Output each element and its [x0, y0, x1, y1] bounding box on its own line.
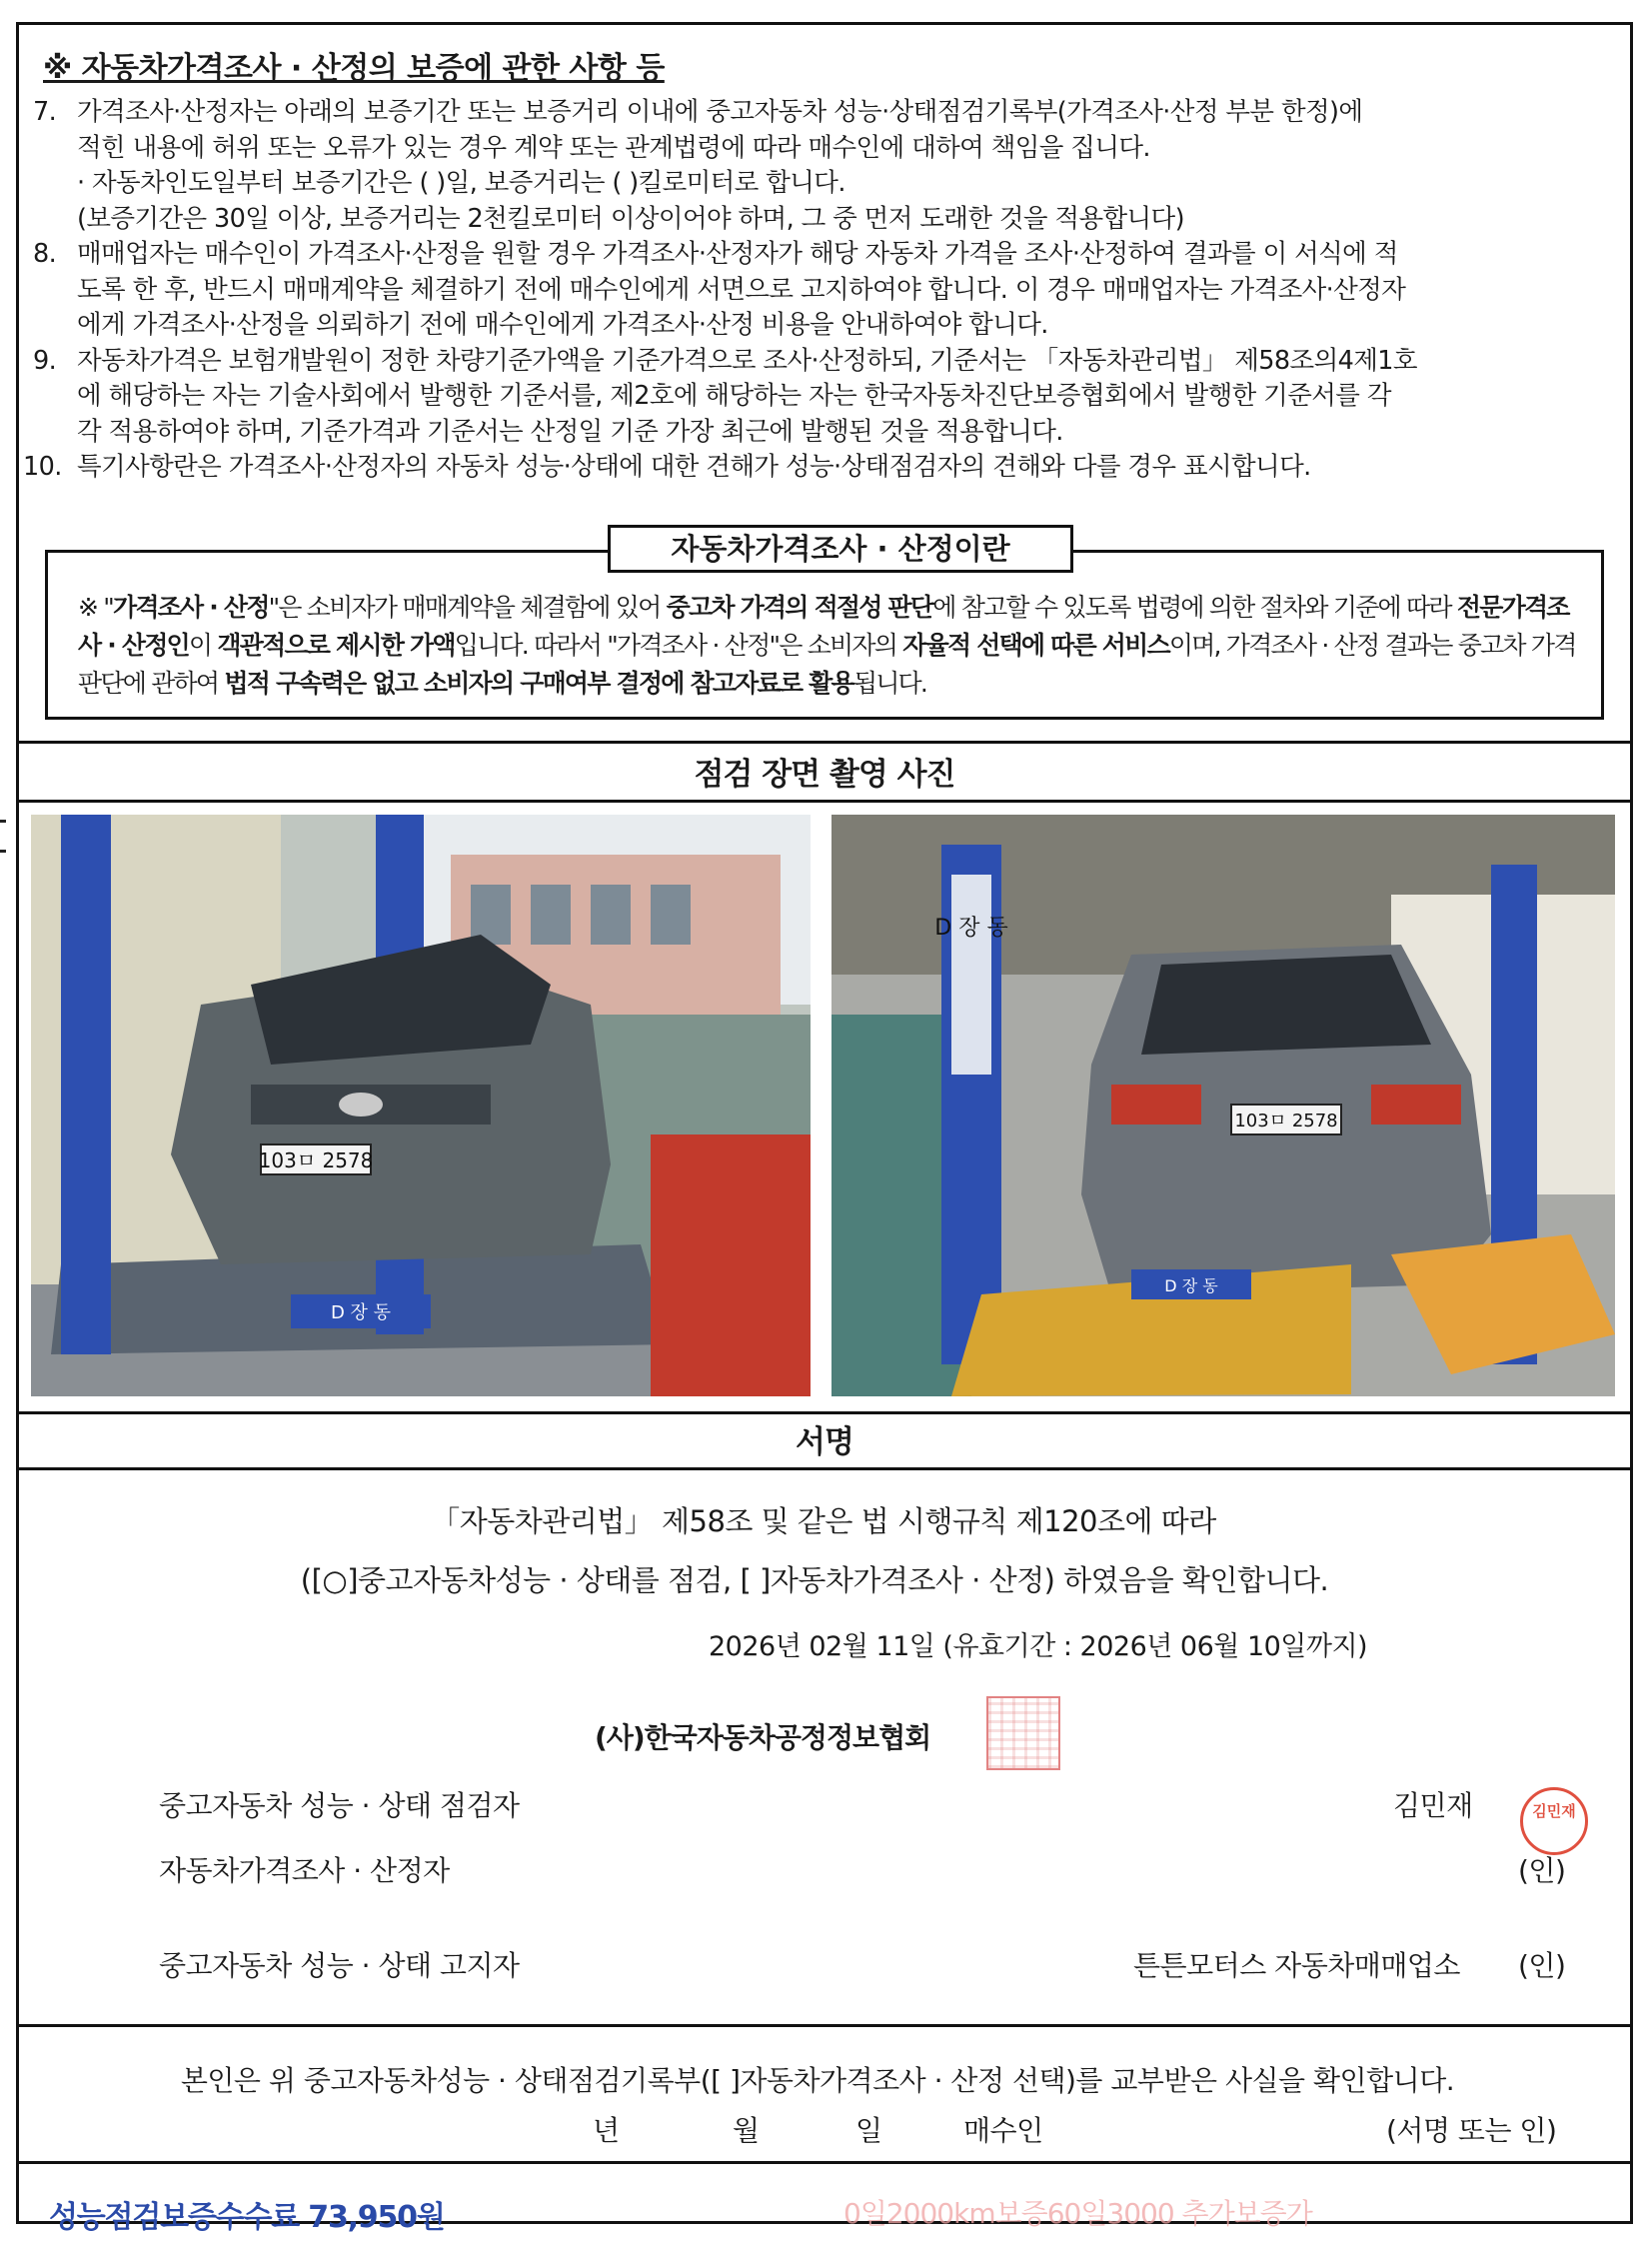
item-line: 도록 한 후, 반드시 매매계약을 체결하기 전에 매수인에게 서면으로 고지하여야 합니다. 이 경우 매매업자는 가격조사·산정자 [77, 274, 1406, 305]
appraiser-label: 자동차가격조사 · 산정자 [159, 1854, 450, 1887]
warranty-item-10 [19, 450, 1618, 486]
receipt-month: 월 [733, 2114, 760, 2147]
confirm-line: ([○]중고자동차성능 · 상태를 점검, [ ]자동차가격조사 · 산정) 하였음을 확인합니다. [300, 1563, 1329, 1597]
appraiser-seal-mark: (인) [1518, 1854, 1566, 1887]
def-text-part: 에 참고할 수 있도록 법령에 의한 절차와 기준에 따라 [932, 593, 1457, 622]
def-bold-part: 법적 구속력은 없고 소비자의 구매여부 결정에 참고자료로 활용 [224, 669, 853, 698]
def-text-part: 이 [188, 631, 218, 660]
signature-title: 서명 [796, 1424, 853, 1460]
section-divider [19, 1467, 1630, 1470]
item-number: 7. [33, 97, 57, 127]
association-seal [986, 1696, 1060, 1770]
warranty-item-9 [19, 344, 1618, 451]
def-bold-part: 전문가격조사 · 산정인 [78, 593, 1569, 660]
warranty-items [19, 95, 1618, 486]
def-text-part: 됩니다. [852, 669, 927, 698]
inspector-label: 중고자동차 성능 · 상태 점검자 [159, 1789, 520, 1822]
receipt-year: 년 [593, 2114, 620, 2147]
pillar-label: D 장 동 [934, 916, 1008, 941]
receipt-sign: (서명 또는 인) [1386, 2114, 1557, 2147]
def-text-part: 이며, 가격조사 · 산정 결과는 중고차 가격판단에 관하여 [78, 631, 1576, 698]
date-line: 2026년 02월 11일 (유효기간 : 2026년 06월 10일까지) [709, 1631, 1368, 1662]
association-name: (사)한국자동차공정정보협회 [595, 1721, 931, 1754]
bay-label: D 장 동 [330, 1302, 392, 1323]
def-text-part: 입니다. 따라서 "가격조사 · 산정"은 소비자의 [454, 631, 903, 660]
notifier-label: 중고자동차 성능 · 상태 고지자 [159, 1949, 520, 1982]
item-number: 8. [33, 239, 57, 269]
item-line: 특기사항란은 가격조사·산정자의 자동차 성능·상태에 대한 견해가 성능·상태점검자의 견해와 다를 경우 표시합니다. [77, 452, 1311, 482]
binding-mark [0, 850, 6, 853]
section-divider [19, 2024, 1630, 2027]
license-plate-rear: 103ㅁ 2578 [1234, 1111, 1338, 1131]
item-line: · 자동차인도일부터 보증기간은 ( )일, 보증거리는 ( )킬로미터로 합니다. [77, 168, 845, 198]
warranty-extension-stamp: 0일2000km보증60일3000 추가보증가 [843, 2197, 1312, 2230]
inspector-name: 김민재 [1393, 1789, 1473, 1822]
def-bold-part: 객관적으로 제시한 가액 [217, 631, 455, 660]
bay-label-floor: D 장 동 [1164, 1276, 1218, 1295]
inspection-photo-front [31, 815, 811, 1396]
item-number: 9. [33, 345, 57, 376]
receipt-line: 본인은 위 중고자동차성능 · 상태점검기록부([ ]자동차가격조사 · 산정 선택)를 교부받은 사실을 확인합니다. [180, 2064, 1455, 2097]
item-number: 10. [23, 452, 62, 482]
notifier-name: 튼튼모터스 자동차매매업소 [1133, 1949, 1460, 1982]
seal-text: 김민재 [1532, 1802, 1576, 1820]
def-bold-part: 가격조사 · 산정 [113, 593, 269, 622]
definition-box [45, 532, 1604, 720]
section-divider [19, 800, 1630, 803]
warranty-item-8 [19, 237, 1618, 344]
section-divider [19, 1411, 1630, 1414]
item-line: 자동차가격은 보험개발원이 정한 차량기준가액을 기준가격으로 조사·산정하되, 기준서는 「자동차관리법」 제58조의4제1호 [77, 345, 1417, 376]
def-text-part: ※ " [78, 593, 113, 622]
receipt-buyer: 매수인 [963, 2114, 1043, 2147]
receipt-day: 일 [855, 2114, 882, 2147]
inspection-photo-rear [831, 815, 1615, 1396]
item-line: 매매업자는 매수인이 가격조사·산정을 원할 경우 가격조사·산정자가 해당 자동차 가격을 조사·산정하여 결과를 이 서식에 적 [77, 239, 1398, 269]
item-line: 가격조사·산정자는 아래의 보증기간 또는 보증거리 이내에 중고자동차 성능·상태점검기록부(가격조사·산정 부분 한정)에 [77, 97, 1363, 127]
inspector-seal [1520, 1787, 1588, 1855]
def-text-part: "은 소비자가 매매계약을 체결함에 있어 [268, 593, 667, 622]
definition-title: 자동차가격조사 · 산정이란 [608, 525, 1073, 573]
item-line: 에게 가격조사·산정을 의뢰하기 전에 매수인에게 가격조사·산정 비용을 안내하여야 합니다. [77, 310, 1048, 340]
notifier-seal-mark: (인) [1518, 1949, 1566, 1982]
law-line: 「자동차관리법」 제58조 및 같은 법 시행규칙 제120조에 따라 [431, 1504, 1216, 1538]
section-divider [19, 741, 1630, 744]
document-frame [16, 22, 1633, 2235]
photos-title: 점검 장면 촬영 사진 [694, 757, 955, 793]
item-line: 에 해당하는 자는 기술사회에서 발행한 기준서를, 제2호에 해당하는 자는 한국자동차진단보증협회에서 발행한 기준서를 각 [77, 381, 1391, 411]
warranty-fee-stamp: 성능점검보증수수료 73,950원 [49, 2200, 445, 2235]
item-line: (보증기간은 30일 이상, 보증거리는 2천킬로미터 이상이어야 하며, 그 중 먼저 도래한 것을 적용합니다) [77, 203, 1184, 234]
definition-text [78, 589, 1587, 703]
def-bold-part: 중고차 가격의 적절성 판단 [666, 593, 933, 622]
license-plate: 103ㅁ 2578 [258, 1148, 374, 1172]
warranty-item-7 [19, 95, 1618, 237]
section-divider [19, 2161, 1630, 2164]
def-bold-part: 자율적 선택에 따른 서비스 [902, 631, 1169, 660]
binding-mark [0, 820, 6, 823]
warranty-heading: ※ 자동차가격조사 · 산정의 보증에 관한 사항 등 [43, 51, 665, 86]
item-line: 각 적용하여야 하며, 기준가격과 기준서는 산정일 기준 가장 최근에 발행된 것을 적용합니다. [77, 416, 1063, 447]
item-line: 적힌 내용에 허위 또는 오류가 있는 경우 계약 또는 관계법령에 따라 매수인에 대하여 책임을 집니다. [77, 132, 1150, 163]
